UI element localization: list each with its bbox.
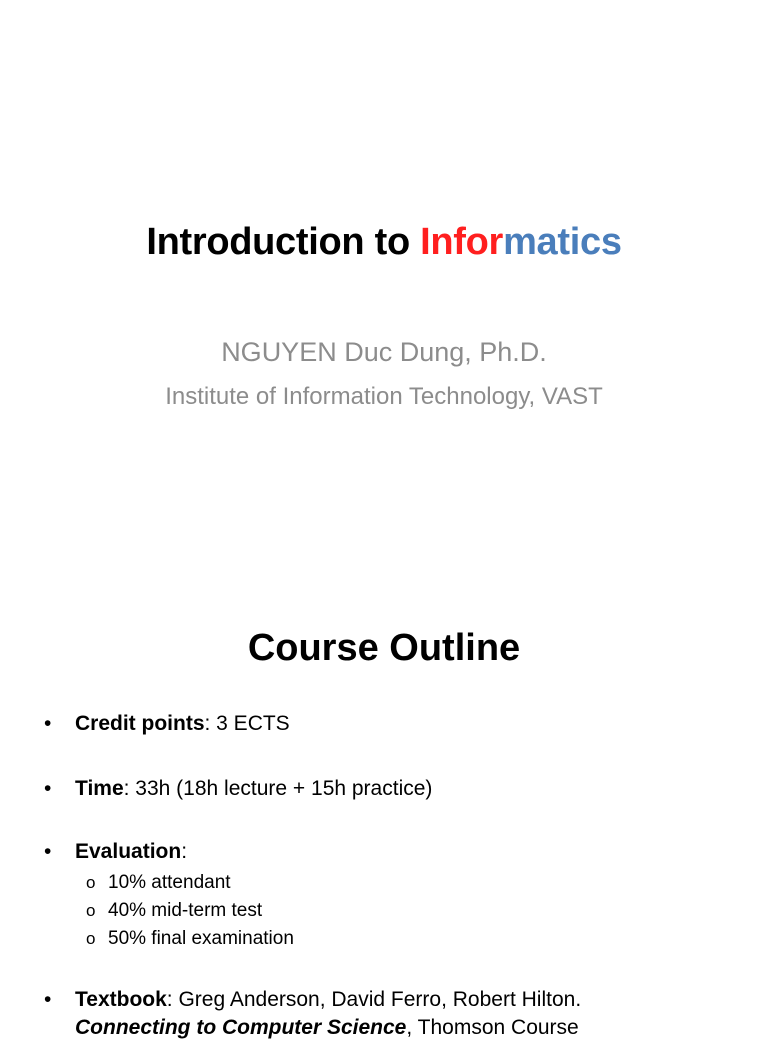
bullet-label: Evaluation — [75, 840, 182, 863]
circle-bullet-icon: o — [86, 873, 96, 892]
author-institute: Institute of Information Technology, VAST — [165, 383, 603, 410]
bullet-label: Time — [75, 777, 124, 800]
evaluation-item-text: 10% attendant — [108, 872, 231, 893]
bullet-dot: • — [44, 988, 52, 1011]
title-matics: matics — [503, 221, 622, 263]
bullet-label: Textbook — [75, 988, 167, 1011]
bullet-textbook — [44, 986, 744, 1014]
evaluation-item — [86, 925, 294, 952]
bullet-time — [44, 775, 744, 803]
circle-bullet-icon: o — [86, 901, 96, 920]
title-infor: Infor — [420, 221, 504, 263]
circle-bullet-icon: o — [86, 929, 96, 948]
bullet-label: Credit points — [75, 712, 205, 735]
evaluation-item-text: 50% final examination — [108, 928, 294, 949]
bullet-dot: • — [44, 777, 52, 800]
bullet-text: : Greg Anderson, David Ferro, Robert Hilton. — [166, 988, 582, 1011]
bullet-text: : — [181, 840, 188, 863]
author-name: NGUYEN Duc Dung, Ph.D. — [221, 337, 547, 367]
evaluation-item — [86, 869, 231, 896]
bullet-text: : 33h (18h lecture + 15h practice) — [123, 777, 433, 800]
evaluation-item — [86, 897, 262, 924]
bullet-dot: • — [44, 840, 52, 863]
textbook-publisher: , Thomson Course — [406, 1016, 579, 1039]
slide-title-introduction — [0, 218, 768, 266]
evaluation-item-text: 40% mid-term test — [108, 900, 263, 921]
title-prefix: Introduction to — [146, 221, 421, 263]
textbook-line-2 — [75, 1014, 579, 1042]
course-outline-title: Course Outline — [247, 627, 521, 669]
bullet-credit-points — [44, 710, 744, 738]
bullet-dot: • — [44, 712, 52, 735]
bullet-evaluation — [44, 838, 744, 866]
bullet-text: : 3 ECTS — [204, 712, 290, 735]
textbook-title: Connecting to Computer Science — [75, 1016, 407, 1039]
